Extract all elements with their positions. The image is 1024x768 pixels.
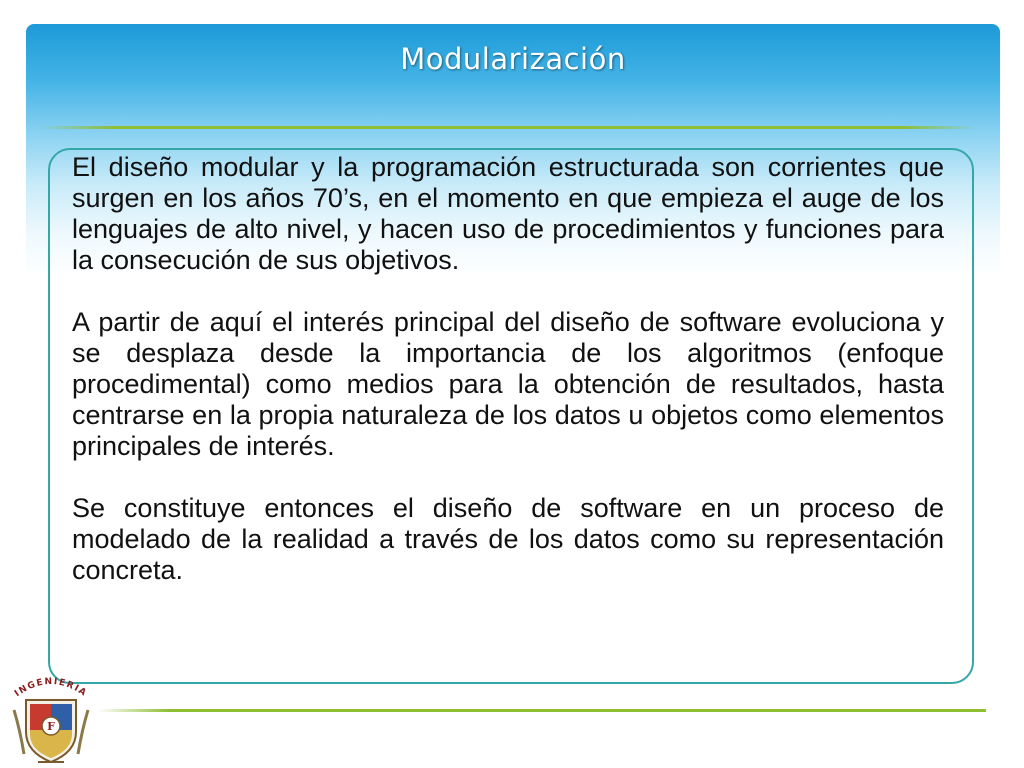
svg-text:F: F: [47, 720, 55, 733]
slide-title: Modularización: [400, 42, 626, 76]
paragraph-1: El diseño modular y la programación estructurada son corrientes que surgen en los años 70’s, en el momento en que empieza el auge de los lenguajes de alto nivel, y hacen uso de procedimientos y funciones para la consecución de sus objetivos.: [72, 152, 944, 275]
title-divider: [40, 126, 976, 129]
logo-text: INGENIERIA: [13, 676, 89, 700]
paragraph-2: A partir de aquí el interés principal del diseño de software evoluciona y se desplaza desde la importancia de los algoritmos (enfoque procedimental) como medios para la obtención de resultados, hasta centrarse en la propia naturaleza de los datos u objetos como elementos principales de interés.: [72, 307, 944, 461]
faculty-crest-icon: [8, 670, 94, 766]
footer-divider: [98, 709, 986, 712]
paragraph-3: Se constituye entonces el diseño de software en un proceso de modelado de la realidad a través de los datos como su representación concreta.: [72, 493, 944, 585]
slide-body: [72, 152, 944, 617]
svg-text:INGENIERIA: [13, 677, 89, 699]
